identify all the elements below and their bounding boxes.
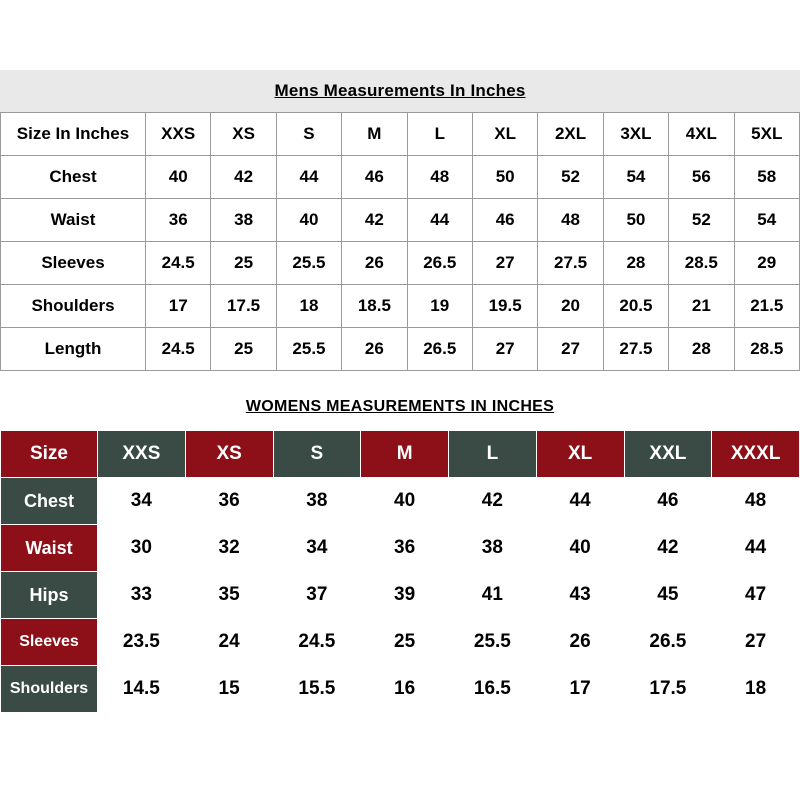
womens-column-header: Size (1, 431, 98, 478)
mens-chart-title: Mens Measurements In Inches (274, 81, 526, 100)
womens-cell: 24.5 (273, 619, 361, 666)
womens-row-label: Waist (1, 525, 98, 572)
mens-cell: 19.5 (472, 285, 537, 328)
womens-cell: 38 (449, 525, 537, 572)
womens-cell: 43 (536, 572, 624, 619)
mens-cell: 25 (211, 242, 276, 285)
mens-column-header: XS (211, 113, 276, 156)
mens-cell: 42 (342, 199, 407, 242)
mens-measurements-table (0, 112, 800, 371)
mens-cell: 20 (538, 285, 603, 328)
womens-cell: 37 (273, 572, 361, 619)
womens-cell: 34 (273, 525, 361, 572)
womens-cell: 41 (449, 572, 537, 619)
mens-row-label: Chest (1, 156, 146, 199)
mens-cell: 26 (342, 328, 407, 371)
table-row (1, 156, 800, 199)
mens-title-band (0, 70, 800, 112)
mens-cell: 50 (603, 199, 668, 242)
mens-cell: 29 (734, 242, 799, 285)
womens-cell: 25.5 (449, 619, 537, 666)
mens-size-chart (0, 70, 800, 371)
womens-header-row (1, 431, 800, 478)
mens-cell: 27 (472, 242, 537, 285)
womens-cell: 34 (98, 478, 186, 525)
womens-cell: 36 (185, 478, 273, 525)
table-row (1, 199, 800, 242)
mens-cell: 17.5 (211, 285, 276, 328)
womens-cell: 18 (712, 666, 800, 713)
womens-column-header: XXS (98, 431, 186, 478)
mens-column-header: Size In Inches (1, 113, 146, 156)
mens-cell: 56 (669, 156, 734, 199)
womens-cell: 42 (624, 525, 712, 572)
mens-cell: 54 (603, 156, 668, 199)
womens-cell: 39 (361, 572, 449, 619)
mens-cell: 42 (211, 156, 276, 199)
mens-cell: 28.5 (669, 242, 734, 285)
womens-cell: 16.5 (449, 666, 537, 713)
mens-column-header: 5XL (734, 113, 799, 156)
mens-cell: 25 (211, 328, 276, 371)
mens-cell: 27.5 (603, 328, 668, 371)
mens-column-header: S (276, 113, 341, 156)
womens-measurements-table (0, 430, 800, 713)
womens-cell: 38 (273, 478, 361, 525)
table-row (1, 619, 800, 666)
mens-cell: 44 (276, 156, 341, 199)
womens-cell: 44 (712, 525, 800, 572)
womens-cell: 24 (185, 619, 273, 666)
mens-cell: 44 (407, 199, 472, 242)
womens-row-label: Chest (1, 478, 98, 525)
mens-cell: 24.5 (146, 242, 211, 285)
mens-column-header: L (407, 113, 472, 156)
table-row (1, 328, 800, 371)
mens-cell: 27 (472, 328, 537, 371)
mens-cell: 54 (734, 199, 799, 242)
mens-header-row (1, 113, 800, 156)
mens-row-label: Length (1, 328, 146, 371)
mens-column-header: XL (472, 113, 537, 156)
womens-row-label: Hips (1, 572, 98, 619)
mens-cell: 25.5 (276, 328, 341, 371)
womens-cell: 44 (536, 478, 624, 525)
table-row (1, 242, 800, 285)
womens-cell: 42 (449, 478, 537, 525)
mens-cell: 28.5 (734, 328, 799, 371)
womens-column-header: L (449, 431, 537, 478)
womens-cell: 35 (185, 572, 273, 619)
womens-cell: 16 (361, 666, 449, 713)
table-row (1, 478, 800, 525)
womens-cell: 30 (98, 525, 186, 572)
mens-cell: 46 (342, 156, 407, 199)
womens-column-header: XL (536, 431, 624, 478)
womens-cell: 27 (712, 619, 800, 666)
mens-cell: 25.5 (276, 242, 341, 285)
mens-row-label: Sleeves (1, 242, 146, 285)
womens-cell: 48 (712, 478, 800, 525)
mens-cell: 38 (211, 199, 276, 242)
womens-cell: 33 (98, 572, 186, 619)
womens-cell: 47 (712, 572, 800, 619)
mens-column-header: XXS (146, 113, 211, 156)
mens-cell: 36 (146, 199, 211, 242)
womens-cell: 26 (536, 619, 624, 666)
womens-column-header: XXXL (712, 431, 800, 478)
womens-cell: 32 (185, 525, 273, 572)
womens-cell: 17.5 (624, 666, 712, 713)
womens-cell: 23.5 (98, 619, 186, 666)
womens-cell: 17 (536, 666, 624, 713)
mens-cell: 26.5 (407, 328, 472, 371)
womens-column-header: S (273, 431, 361, 478)
table-row (1, 285, 800, 328)
mens-cell: 27 (538, 328, 603, 371)
mens-cell: 46 (472, 199, 537, 242)
womens-cell: 45 (624, 572, 712, 619)
womens-column-header: M (361, 431, 449, 478)
mens-cell: 40 (276, 199, 341, 242)
mens-column-header: 4XL (669, 113, 734, 156)
mens-cell: 50 (472, 156, 537, 199)
mens-cell: 18 (276, 285, 341, 328)
mens-cell: 48 (538, 199, 603, 242)
mens-cell: 28 (669, 328, 734, 371)
womens-cell: 46 (624, 478, 712, 525)
womens-cell: 40 (536, 525, 624, 572)
womens-cell: 26.5 (624, 619, 712, 666)
mens-row-label: Shoulders (1, 285, 146, 328)
mens-cell: 58 (734, 156, 799, 199)
mens-cell: 19 (407, 285, 472, 328)
womens-chart-title: WOMENS MEASUREMENTS IN INCHES (245, 398, 555, 415)
table-row (1, 525, 800, 572)
mens-cell: 17 (146, 285, 211, 328)
womens-cell: 40 (361, 478, 449, 525)
womens-cell: 15.5 (273, 666, 361, 713)
mens-cell: 27.5 (538, 242, 603, 285)
mens-column-header: M (342, 113, 407, 156)
mens-cell: 20.5 (603, 285, 668, 328)
womens-cell: 14.5 (98, 666, 186, 713)
mens-cell: 18.5 (342, 285, 407, 328)
mens-cell: 40 (146, 156, 211, 199)
mens-cell: 24.5 (146, 328, 211, 371)
womens-cell: 15 (185, 666, 273, 713)
mens-cell: 28 (603, 242, 668, 285)
mens-cell: 21 (669, 285, 734, 328)
womens-column-header: XS (185, 431, 273, 478)
mens-row-label: Waist (1, 199, 146, 242)
womens-cell: 36 (361, 525, 449, 572)
table-row (1, 572, 800, 619)
womens-row-label: Shoulders (1, 666, 98, 713)
mens-cell: 26.5 (407, 242, 472, 285)
womens-column-header: XXL (624, 431, 712, 478)
mens-cell: 52 (669, 199, 734, 242)
mens-cell: 52 (538, 156, 603, 199)
mens-column-header: 2XL (538, 113, 603, 156)
mens-cell: 21.5 (734, 285, 799, 328)
womens-cell: 25 (361, 619, 449, 666)
mens-cell: 26 (342, 242, 407, 285)
table-row (1, 666, 800, 713)
womens-row-label: Sleeves (1, 619, 98, 666)
mens-cell: 48 (407, 156, 472, 199)
mens-column-header: 3XL (603, 113, 668, 156)
